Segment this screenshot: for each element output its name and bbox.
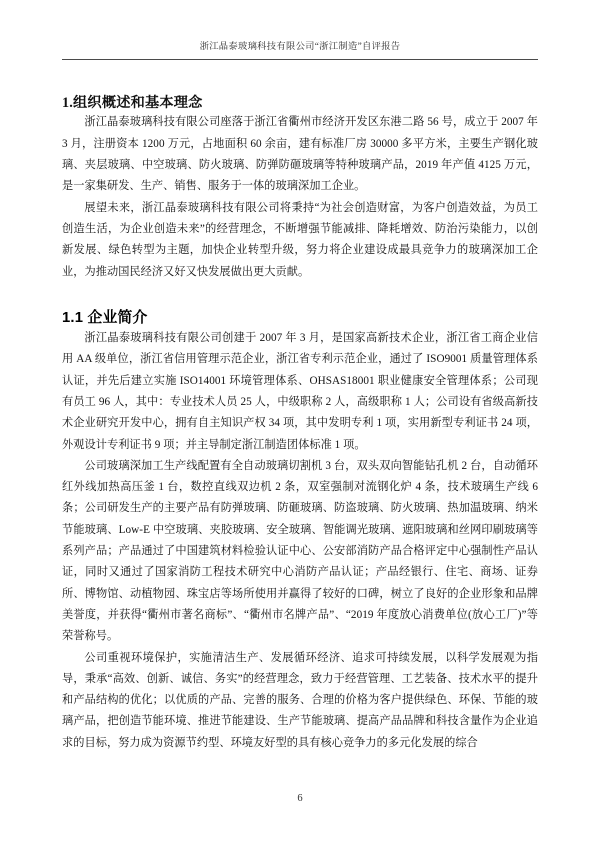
- paragraph-1-2: 展望未来，浙江晶泰玻璃科技有限公司将秉持“为社会创造财富，为客户创造效益，为员工创造生活，为企业创造未来”的经营理念，不断增强节能减排、降耗增效、防治污染能力，以创新发展、绿色转型为主题，加快企业转型升级，努力将企业建设成最具竞争力的玻璃深加工企业，为推动国民经济又好又快发展做出更大贡献。: [62, 201, 538, 278]
- paragraph-1-1: 浙江晶泰玻璃科技有限公司座落于浙江省衢州市经济开发区东港二路 56 号，成立于 2007 年 3 月，注册资本 1200 万元，占地面积 60 余亩，建有标准厂房 30000 多平方米，主要生产钢化玻璃、夹层玻璃、中空玻璃、防火玻璃、防弹防砸玻璃等特种玻璃产品，2019 年产值 4125 万元，是一家集研发、生产、销售、服务于一体的玻璃深加工企业。: [62, 116, 538, 193]
- header-divider: [62, 59, 538, 60]
- paragraph-1-1-3: 公司重视环境保护，实施清洁生产、发展循环经济、追求可持续发展，以科学发展观为指导，秉承“高效、创新、诚信、务实”的经营理念，致力于经营管理、工艺装备、技术水平的提升和产品结构的优化；以优质的产品、完善的服务、合理的价格为客户提供绿色、环保、节能的玻璃产品，把创造节能环境、推进节能建设、生产节能玻璃、提高产品品牌和科技含量作为企业追求的目标，努力成为资源节约型、环境友好型的具有核心竞争力的多元化发展的综合: [62, 651, 538, 749]
- page-footer: [0, 788, 600, 806]
- section-heading-1-1: 1.1 企业简介: [62, 309, 148, 326]
- paragraph-1-1-1: 浙江晶泰玻璃科技有限公司创建于 2007 年 3 月，是国家高新技术企业，浙江省工商企业信用 AA 级单位，浙江省信用管理示范企业，浙江省专利示范企业，通过了 ISO9001 质量管理体系认证，并先后建立实施 ISO14001 环境管理体系、OHSAS18001 职业健康安全管理体系；公司现有员工 96 人，其中：专业技术人员 25 人，中级职称 2 人，高级职称 1 人；公司设有省级高新技术企业研究开发中心，拥有自主知识产权 34 项，其中发明专利 1 项，实用新型专利证书 24 项，外观设计专利证书 9 项；并主导制定浙江制造团体标准 1 项。: [62, 332, 538, 451]
- running-header: [62, 0, 538, 60]
- paragraph-1-1-2: 公司玻璃深加工生产线配置有全自动玻璃切割机 3 台，双头双向智能钻孔机 2 台，自动循环红外线加热高压釜 1 台，数控直线双边机 2 条，双室强制对流钢化炉 4 条，技术玻璃生产线 6 条；公司研发生产的主要产品有防弹玻璃、防砸玻璃、防盗玻璃、防火玻璃、热加温玻璃、纳米节能玻璃、Low-E 中空玻璃、夹胶玻璃、安全玻璃、智能调光玻璃、遮阳玻璃和丝网印刷玻璃等系列产品；产品通过了中国建筑材料检验认证中心、公安部消防产品合格评定中心强制性产品认证，同时又通过了国家消防工程技术研究中心消防产品认证；产品经银行、住宅、商场、证券所、博物馆、动植物园、珠宝店等场所使用并赢得了较好的口碑，树立了良好的企业形象和品牌美誉度，并获得“衢州市著名商标”、“衢州市名牌产品”、“2019 年度放心消费单位(放心工厂)”等荣誉称号。: [62, 459, 538, 643]
- running-header-text: 浙江晶泰玻璃科技有限公司“浙江制造”自评报告: [199, 42, 401, 52]
- page-number: 6: [297, 793, 303, 804]
- section-heading-1: 1.组织概述和基本理念: [62, 95, 203, 111]
